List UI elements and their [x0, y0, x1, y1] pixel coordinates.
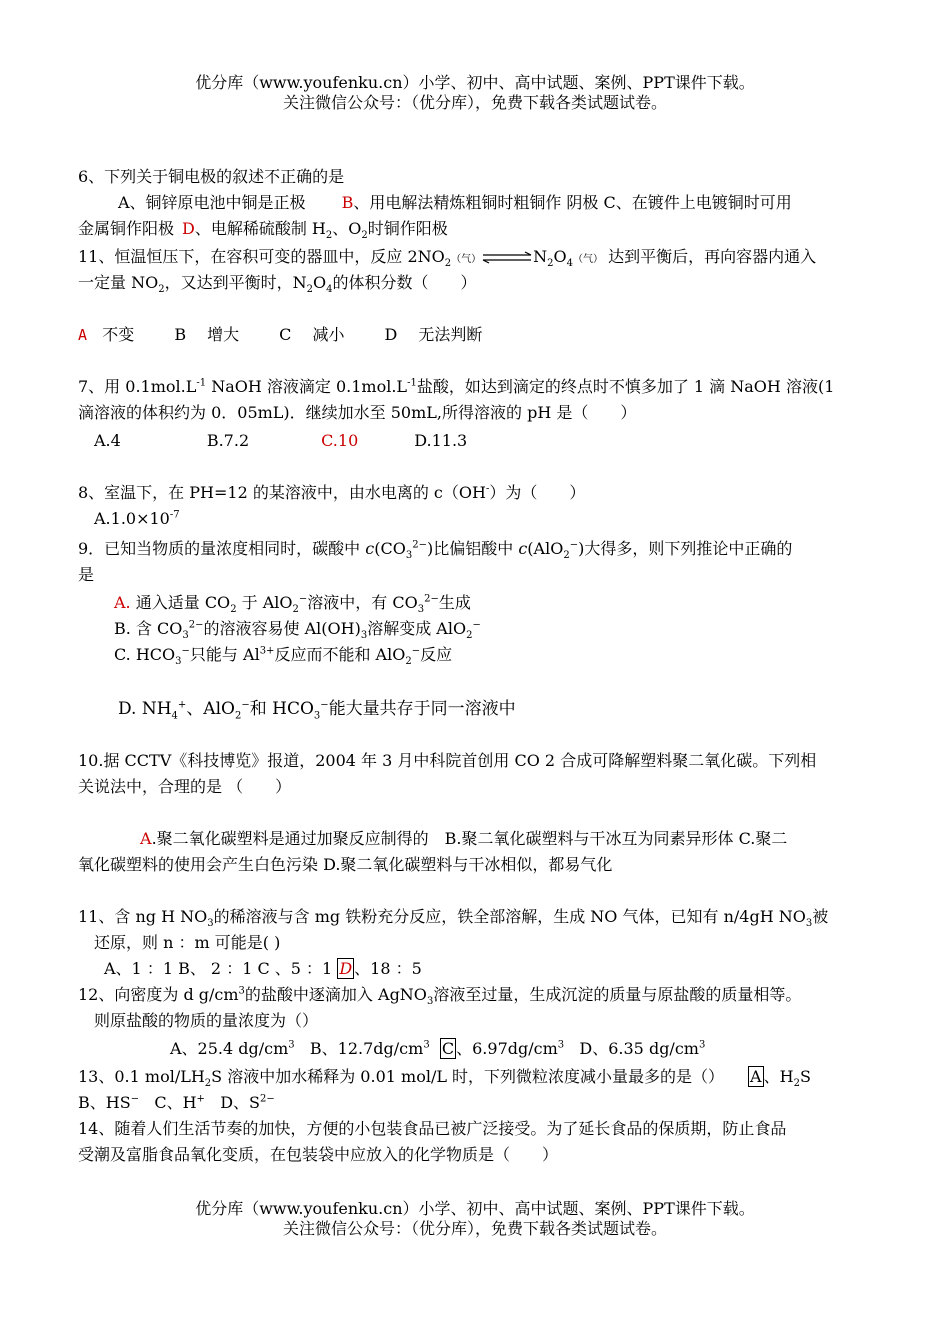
q11a-text-2: N	[533, 247, 548, 266]
q12-option-a: A、25.4 dg/cm	[170, 1039, 289, 1058]
q9-a2: 于 AlO	[236, 593, 293, 612]
q11a-gas-1: （气）	[451, 254, 482, 265]
q9-b3: 溶解变成 AlO	[367, 619, 467, 638]
q12-option-b: B、12.7dg/cm	[309, 1039, 424, 1058]
q9-d2: 、AlO	[186, 699, 235, 719]
q11a-line1: 11、恒温恒压下，在容积可变的器皿中，反应 $2NO_2$（气） $N_2O_4$（气） 达到平衡后，再向容器内通入	[78, 247, 817, 270]
q7-text-b: NaOH 溶液滴定 0.1mol.L	[206, 377, 408, 396]
q7-options	[94, 430, 467, 452]
header-line-1: 优分库（www.youfenku.cn）小学、初中、高中试题、案例、PPT课件下载。	[195, 73, 755, 92]
q12-option-c: 、6.97dg/cm	[456, 1039, 558, 1058]
q9-b2: 的溶液容易使 Al(OH)	[203, 619, 361, 638]
q7-option-c: C.10	[321, 431, 359, 450]
q7-option-b: B.7.2	[206, 431, 250, 450]
q7-text-c: 盐酸，如达到滴定的终点时不慎多加了 1 滴 NaOH 溶液(1	[416, 377, 835, 396]
q6-option-d-text3: 时铜作阳极	[367, 219, 448, 238]
q6-option-c-cont: 金属铜作阳极	[78, 219, 175, 238]
q9-a3: 溶液中，有 CO	[307, 593, 418, 612]
q9-text-b: (CO	[374, 539, 406, 558]
q9-text-a: 9．已知当物质的量浓度相同时，碳酸中	[78, 539, 366, 558]
q13-text-b: S 溶液中加水稀释为 0.01 mol/L 时，下列微粒浓度减小量最多的是（）	[211, 1067, 725, 1086]
q11a-option-d: D 无法判断	[384, 325, 483, 344]
q6-option-a: A、铜锌原电池中铜是正极	[118, 193, 306, 212]
q12-text-a: 12、向密度为 d g/cm	[78, 985, 239, 1004]
q9-c4: 反应	[420, 645, 453, 664]
q11a-options	[78, 324, 482, 346]
q9-line1: 9．已知当物质的量浓度相同时，碳酸中 $c(CO_3^{2-})$比偏铝酸中 c(AlO$_2$−)大得多，则下列推论中正确的	[78, 539, 793, 562]
q6-option-d-letter: D	[182, 219, 195, 238]
q13-option-a: 、H	[763, 1067, 794, 1086]
q11b-text-c: 被	[812, 907, 829, 926]
q9-text-c: )比偏铝酸中	[426, 539, 519, 558]
q11b-text-a: 11、含 ng H NO	[78, 907, 208, 926]
q11a-option-c: C 减小	[279, 325, 345, 344]
q7-line1: 7、用 $0.1mol.L^{-1}$ NaOH 溶液滴定 $0.1mol.L^{-1}$盐酸，如达到滴定的终点时不慎多加了 1 滴 NaOH 溶液(1	[78, 377, 835, 396]
q6-options-line2: 金属铜作阳极 D、电解稀硫酸制 $H_2$、$O_2$时铜作阳极	[78, 219, 448, 242]
q6-option-b-text: 、用电解法精炼粗铜时粗铜作 阴极 C、在镀件上电镀铜时可用	[353, 193, 792, 212]
q9-option-a-letter: A.	[114, 593, 131, 612]
footer-line-2: 关注微信公众号：（优分库），免费下载各类试题试卷。	[282, 1219, 667, 1238]
q13-option-c: C、H	[154, 1093, 197, 1112]
q11a-option-a-letter: A	[78, 326, 88, 344]
q11b-options	[104, 958, 422, 980]
q9-option-d: D. $NH_4^+$、AlO$_2$−和 $HCO_3^-$能大量共存于同一溶液中	[118, 699, 516, 722]
q9-line2: 是	[78, 565, 95, 584]
q9-c3: 反应而不能和 AlO	[274, 645, 406, 664]
q10-line4: 氧化碳塑料的使用会产生白色污染 D.聚二氧化碳塑料与干冰相似，都易气化	[78, 855, 613, 874]
q11a-text-4: 达到平衡后，再向容器内通入	[608, 247, 817, 266]
q6-option-d-text2: 、O	[332, 219, 362, 238]
q6-stem: 6、下列关于铜电极的叙述不正确的是	[78, 167, 345, 186]
q11b-option-d: 、18 ：5	[354, 959, 422, 978]
q7-option-d: D.11.3	[414, 431, 468, 450]
q12-option-c-letter: C	[441, 1039, 455, 1058]
q13-line2: B、HS− C、H+ D、$S^{2-}$	[78, 1093, 275, 1112]
q11a-option-b: B 增大	[174, 325, 240, 344]
q7-line2: 滴溶液的体积约为 0．05mL)．继续加水至 50mL,所得溶液的 pH 是（ ）	[78, 403, 637, 422]
q6-option-b-letter: B	[341, 193, 354, 212]
q9-b1: B. 含 CO	[114, 619, 183, 638]
q13-option-b: B、HS	[78, 1093, 131, 1112]
q9-text-d: (AlO	[527, 539, 564, 558]
q9-option-a: A. 通入适量 $CO_2$ 于 AlO$_2$−溶液中，有 $CO_3^{2-}$生成	[114, 593, 471, 616]
q8-option-a-exp: -7	[169, 509, 180, 521]
q11a-l2-a: 一定量 NO	[78, 273, 159, 292]
q13-line1: 13、0.1 mol/$LH_2S$ 溶液中加水稀释为 0.01 mol/L 时，下列微粒浓度减小量最多的是（） A 、$H_2S$	[78, 1067, 811, 1090]
q10-line1: 10.据 CCTV《科技博览》报道，2004 年 3 月中科院首创用 CO 2 合成可降解塑料聚二氧化碳。下列相	[78, 751, 817, 770]
q8-options	[94, 508, 180, 530]
q9-d4: 能大量共存于同一溶液中	[328, 699, 516, 719]
q8-stem-b: ）为（ ）	[489, 483, 586, 502]
q9-option-b: B. 含 $CO_3^{2-}$的溶液容易使 $Al(OH)_3$溶解变成 AlO$_2$−	[114, 619, 481, 642]
q10-option-a-letter: A	[140, 829, 152, 848]
q10-line3	[140, 828, 787, 850]
q12-text-c: 溶液至过量，生成沉淀的质量与原盐酸的质量相等。	[433, 985, 802, 1004]
q14-line1: 14、随着人们生活节奏的加快，方便的小包装食品已被广泛接受。为了延长食品的保质期，防止食品	[78, 1119, 787, 1138]
q11a-gas-2: （气）	[573, 254, 603, 265]
q8-option-a: A.1.0×10	[94, 509, 170, 528]
q11a-text-3: O	[553, 247, 567, 266]
header-line-2: 关注微信公众号：（优分库），免费下载各类试题试卷。	[282, 93, 667, 112]
q12-options: A、25.4 $dg/cm^3$ B、$12.7dg/cm^3$ C 、$6.97dg/cm^3$ D、6.35 $dg/cm^3$	[170, 1039, 706, 1058]
q12-text-b: 的盐酸中逐滴加入 AgNO	[244, 985, 427, 1004]
q8-stem: 8、室温下，在 PH=12 的某溶液中，由水电离的 c（OH-）为（ ）	[78, 483, 586, 502]
equilibrium-arrow-icon	[481, 251, 533, 265]
q11b-line1: 11、含 ng H $NO_3$的稀溶液与含 mg 铁粉充分反应，铁全部溶解，生成 NO 气体，已知有 n/4gH $NO_3$被	[78, 907, 829, 930]
q6-option-d-text: 、电解稀硫酸制 H	[194, 219, 326, 238]
q12-line2: 则原盐酸的物质的量浓度为（）	[94, 1011, 319, 1030]
q11a-l2-c: O	[312, 273, 327, 292]
q13-option-d: D、S	[220, 1093, 260, 1112]
q9-d1: D. NH	[118, 699, 172, 719]
q6-options-line1	[118, 192, 792, 214]
q11a-option-a: 不变	[102, 325, 135, 344]
q9-text-e: )大得多，则下列推论中正确的	[578, 539, 793, 558]
q9-d3: 和 HCO	[249, 699, 314, 719]
q9-c1: C. HCO	[114, 645, 176, 664]
q11a-l2-d: 的体积分数（ ）	[332, 273, 477, 292]
q11b-text-b: 的稀溶液与含 mg 铁粉充分反应，铁全部溶解，生成 NO 气体，已知有 n/4gH NO	[213, 907, 806, 926]
q11a-line2: 一定量 $NO_2$，又达到平衡时，$N_2O_4$的体积分数（ ）	[78, 273, 477, 296]
q12-line1: 12、向密度为 d $g/cm^3$的盐酸中逐滴加入 AgNO$_3$溶液至过量，生成沉淀的质量与原盐酸的质量相等。	[78, 985, 802, 1008]
q11a-text-1: 11、恒温恒压下，在容积可变的器皿中，反应 2NO	[78, 247, 445, 266]
footer-line-1: 优分库（www.youfenku.cn）小学、初中、高中试题、案例、PPT课件下载。	[195, 1199, 755, 1218]
q10-line2: 关说法中，合理的是 （ ）	[78, 777, 292, 796]
q9-option-c: C. $HCO_3^-$只能与 $Al^{3+}$反应而不能和 AlO$_2$−反应	[114, 645, 453, 668]
q11b-options-text: A、1 ：1 B、 2 ：1 C 、5 ：1	[104, 959, 338, 978]
q10-text-3: .聚二氧化碳塑料是通过加聚反应制得的 B.聚二氧化碳塑料与干冰互为同素异形体 C.聚二	[151, 829, 788, 848]
q14-line2: 受潮及富脂食品氧化变质，在包装袋中应放入的化学物质是（ ）	[78, 1145, 559, 1164]
q9-a1: 通入适量 CO	[130, 593, 231, 612]
q11b-line2: 还原，则 n ：m 可能是( )	[94, 933, 281, 952]
q9-a4: 生成	[438, 593, 471, 612]
q12-option-d: D、6.35 dg/cm	[579, 1039, 699, 1058]
q13-text-a: 13、0.1 mol/LH	[78, 1067, 205, 1086]
q8-stem-a: 8、室温下，在 PH=12 的某溶液中，由水电离的 c（OH	[78, 483, 486, 502]
q11a-l2-b: ，又达到平衡时，N	[164, 273, 307, 292]
q7-text-a: 7、用 0.1mol.L	[78, 377, 197, 396]
q11b-option-d-letter: D	[339, 959, 353, 978]
q13-option-a-letter: A	[750, 1067, 762, 1086]
q9-c2: 只能与 Al	[189, 645, 260, 664]
q13-option-a-2: S	[799, 1067, 811, 1086]
q7-option-a: A.4	[94, 431, 121, 450]
